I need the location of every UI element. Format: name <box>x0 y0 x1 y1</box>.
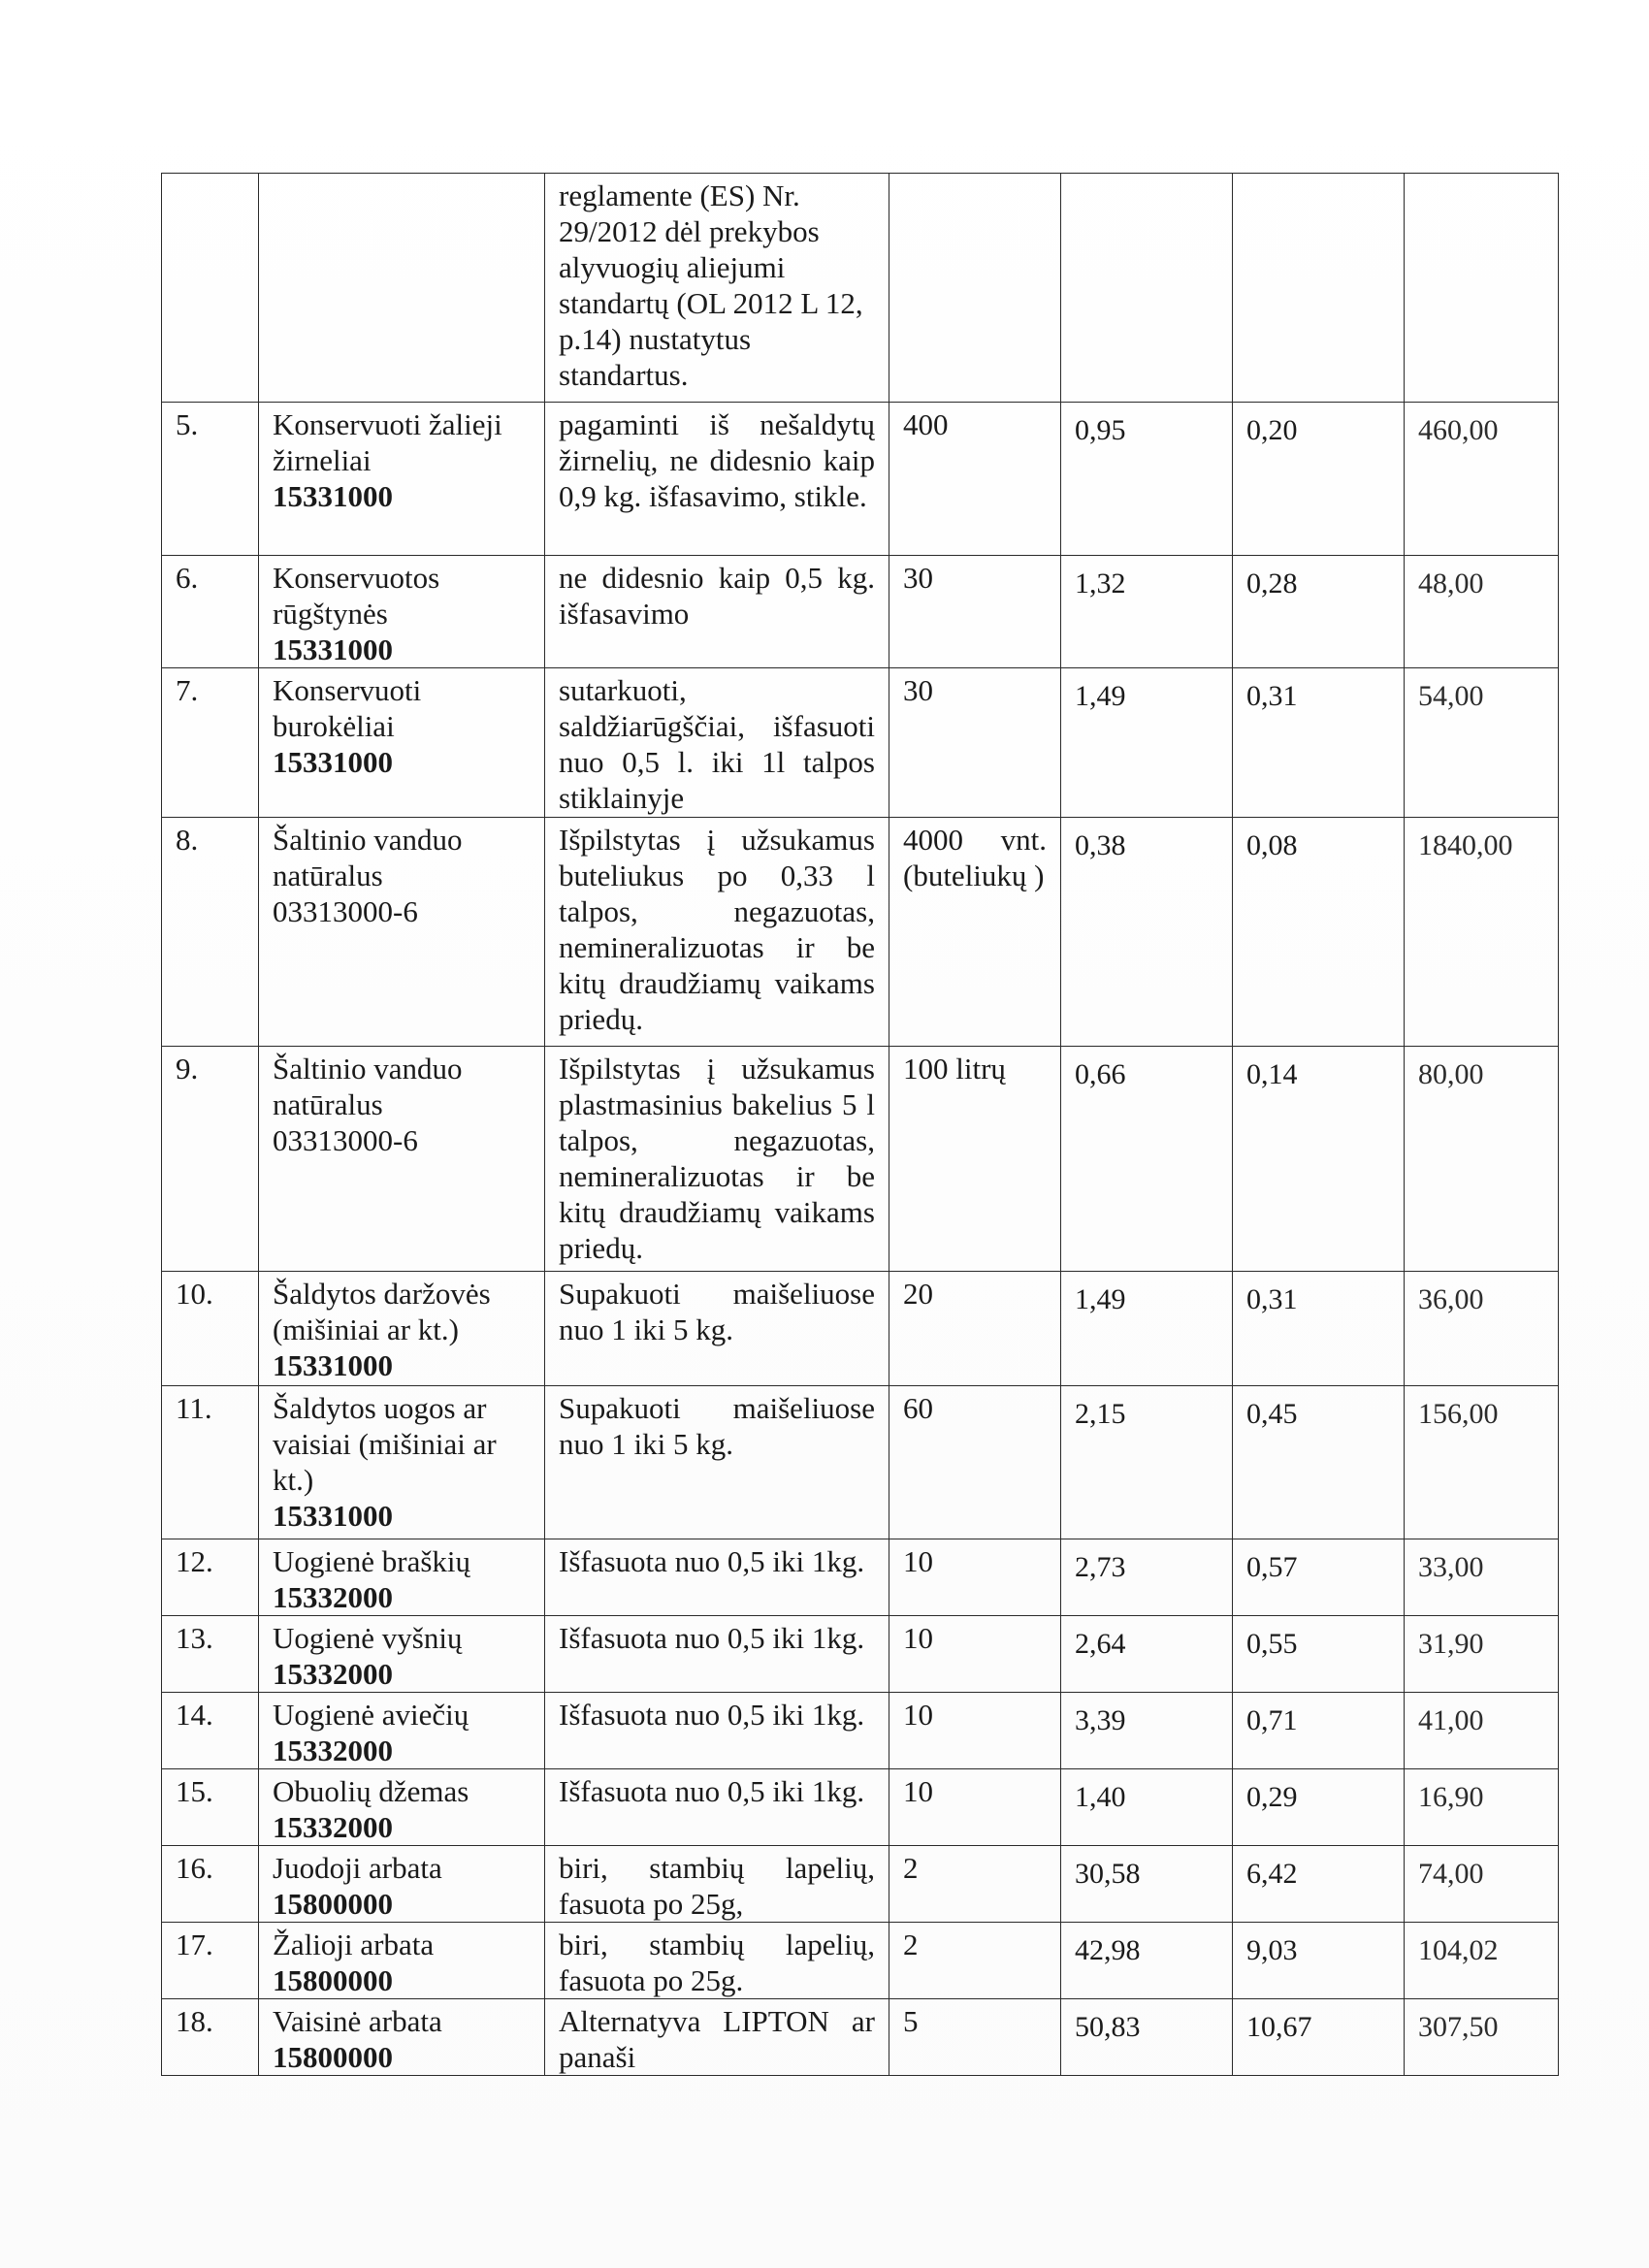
cell-description: reglamente (ES) Nr. 29/2012 dėl prekybos alyvuogių aliejumi standartų (OL 2012 L 12, p.14) nustatytus standartus. <box>545 174 889 403</box>
cell-description: Išfasuota nuo 0,5 iki 1kg. <box>545 1693 889 1769</box>
cell-name <box>259 403 545 556</box>
table-row <box>162 1846 1559 1923</box>
cell-vat: 10,67 <box>1233 1999 1405 2076</box>
cell-no <box>162 174 259 403</box>
cell-total: 54,00 <box>1405 668 1559 818</box>
cell-name <box>259 668 545 818</box>
cell-total: 156,00 <box>1405 1386 1559 1539</box>
item-code: 15332000 <box>273 1657 393 1691</box>
table-row <box>162 1999 1559 2076</box>
cell-name <box>259 1923 545 1999</box>
item-name: Konservuotos rūgštynės <box>273 561 440 631</box>
cell-description: Išpilstytas į užsukamus buteliukus po 0,33 l talpos, negazuotas, nemineralizuotas ir be kitų draudžiamų vaikams priedų. <box>545 818 889 1047</box>
cell-name <box>259 1272 545 1386</box>
cell-price <box>1061 174 1233 403</box>
table-row <box>162 1047 1559 1272</box>
cell-name <box>259 1999 545 2076</box>
cell-price: 1,40 <box>1061 1769 1233 1846</box>
item-code: 15800000 <box>273 2040 393 2074</box>
cell-description: Išfasuota nuo 0,5 iki 1kg. <box>545 1616 889 1693</box>
table-row <box>162 556 1559 668</box>
table-row <box>162 1539 1559 1616</box>
table-row <box>162 1923 1559 1999</box>
cell-price: 2,15 <box>1061 1386 1233 1539</box>
item-code: 15800000 <box>273 1887 393 1921</box>
item-name: Šaldytos uogos ar vaisiai (mišiniai ar kt.) <box>273 1391 497 1497</box>
cell-description: Išfasuota nuo 0,5 iki 1kg. <box>545 1769 889 1846</box>
cell-qty: 20 <box>889 1272 1061 1386</box>
item-name: Juodoji arbata <box>273 1851 442 1885</box>
cell-total: 48,00 <box>1405 556 1559 668</box>
cell-qty: 2 <box>889 1846 1061 1923</box>
cell-name <box>259 818 545 1047</box>
cell-vat: 0,57 <box>1233 1539 1405 1616</box>
item-code: 15331000 <box>273 632 393 666</box>
cell-total <box>1405 174 1559 403</box>
cell-total: 31,90 <box>1405 1616 1559 1693</box>
item-name: Uogienė vyšnių <box>273 1621 463 1655</box>
cell-price: 50,83 <box>1061 1999 1233 2076</box>
cell-no: 13. <box>162 1616 259 1693</box>
cell-total: 1840,00 <box>1405 818 1559 1047</box>
cell-price: 0,95 <box>1061 403 1233 556</box>
table-row-continuation <box>162 174 1559 403</box>
cell-name <box>259 1386 545 1539</box>
cell-total: 33,00 <box>1405 1539 1559 1616</box>
cell-vat: 0,20 <box>1233 403 1405 556</box>
cell-total: 460,00 <box>1405 403 1559 556</box>
cell-total: 74,00 <box>1405 1846 1559 1923</box>
cell-vat: 0,45 <box>1233 1386 1405 1539</box>
cell-description: Išfasuota nuo 0,5 iki 1kg. <box>545 1539 889 1616</box>
cell-vat <box>1233 174 1405 403</box>
item-name: Uogienė braškių <box>273 1544 471 1578</box>
table-row <box>162 1616 1559 1693</box>
cell-no: 9. <box>162 1047 259 1272</box>
cell-price: 1,32 <box>1061 556 1233 668</box>
cell-qty: 2 <box>889 1923 1061 1999</box>
cell-no: 5. <box>162 403 259 556</box>
item-name: Obuolių džemas <box>273 1774 469 1808</box>
cell-vat: 0,31 <box>1233 1272 1405 1386</box>
cell-qty: 10 <box>889 1769 1061 1846</box>
cell-qty: 30 <box>889 556 1061 668</box>
cell-qty <box>889 174 1061 403</box>
cell-total: 16,90 <box>1405 1769 1559 1846</box>
item-code: 03313000-6 <box>273 1123 418 1157</box>
cell-vat: 6,42 <box>1233 1846 1405 1923</box>
item-code: 15331000 <box>273 479 393 513</box>
cell-description: Supakuoti maišeliuose nuo 1 iki 5 kg. <box>545 1386 889 1539</box>
item-code: 15800000 <box>273 1963 393 1997</box>
cell-description: biri, stambių lapelių, fasuota po 25g. <box>545 1923 889 1999</box>
cell-qty: 5 <box>889 1999 1061 2076</box>
item-name: Konservuoti žalieji žirneliai <box>273 407 502 477</box>
cell-description: Supakuoti maišeliuose nuo 1 iki 5 kg. <box>545 1272 889 1386</box>
table-row <box>162 1272 1559 1386</box>
cell-description: sutarkuoti, saldžiarūgščiai, išfasuoti nuo 0,5 l. iki 1l talpos stiklainyje <box>545 668 889 818</box>
cell-price: 42,98 <box>1061 1923 1233 1999</box>
table-row <box>162 1386 1559 1539</box>
cell-name <box>259 1693 545 1769</box>
cell-price: 1,49 <box>1061 1272 1233 1386</box>
cell-description: biri, stambių lapelių, fasuota po 25g, <box>545 1846 889 1923</box>
cell-name <box>259 556 545 668</box>
cell-qty: 30 <box>889 668 1061 818</box>
cell-total: 104,02 <box>1405 1923 1559 1999</box>
cell-total: 80,00 <box>1405 1047 1559 1272</box>
cell-no: 15. <box>162 1769 259 1846</box>
cell-qty: 100 litrų <box>889 1047 1061 1272</box>
cell-name <box>259 1047 545 1272</box>
cell-vat: 0,14 <box>1233 1047 1405 1272</box>
cell-price: 0,38 <box>1061 818 1233 1047</box>
table-row <box>162 403 1559 556</box>
item-code: 03313000-6 <box>273 894 418 928</box>
cell-total: 307,50 <box>1405 1999 1559 2076</box>
procurement-table <box>161 173 1559 2076</box>
cell-no: 10. <box>162 1272 259 1386</box>
table-row <box>162 1769 1559 1846</box>
cell-vat: 0,08 <box>1233 818 1405 1047</box>
item-name: Konservuoti burokėliai <box>273 673 422 743</box>
item-name: Uogienė aviečių <box>273 1698 469 1732</box>
cell-price: 0,66 <box>1061 1047 1233 1272</box>
item-name: Šaltinio vanduo natūralus <box>273 1052 463 1121</box>
item-name: Šaltinio vanduo natūralus <box>273 823 463 892</box>
cell-description: ne didesnio kaip 0,5 kg. išfasavimo <box>545 556 889 668</box>
cell-qty: 400 <box>889 403 1061 556</box>
cell-no: 7. <box>162 668 259 818</box>
cell-description: Alternatyva LIPTON ar panaši <box>545 1999 889 2076</box>
table-row <box>162 1693 1559 1769</box>
cell-name <box>259 174 545 403</box>
cell-no: 12. <box>162 1539 259 1616</box>
cell-vat: 0,28 <box>1233 556 1405 668</box>
cell-total: 36,00 <box>1405 1272 1559 1386</box>
item-code: 15332000 <box>273 1580 393 1614</box>
cell-no: 6. <box>162 556 259 668</box>
cell-name <box>259 1539 545 1616</box>
cell-price: 2,73 <box>1061 1539 1233 1616</box>
cell-price: 30,58 <box>1061 1846 1233 1923</box>
cell-name <box>259 1616 545 1693</box>
cell-qty: 60 <box>889 1386 1061 1539</box>
cell-vat: 0,29 <box>1233 1769 1405 1846</box>
cell-price: 2,64 <box>1061 1616 1233 1693</box>
cell-description: Išpilstytas į užsukamus plastmasinius bakelius 5 l talpos, negazuotas, nemineralizuotas ir be kitų draudžiamų vaikams priedų. <box>545 1047 889 1272</box>
cell-total: 41,00 <box>1405 1693 1559 1769</box>
table-row <box>162 668 1559 818</box>
item-code: 15331000 <box>273 745 393 779</box>
cell-qty: 4000 vnt. (buteliukų ) <box>889 818 1061 1047</box>
table-row <box>162 818 1559 1047</box>
cell-vat: 0,31 <box>1233 668 1405 818</box>
item-name: Vaisinė arbata <box>273 2004 442 2038</box>
cell-no: 18. <box>162 1999 259 2076</box>
item-name: Šaldytos daržovės (mišiniai ar kt.) <box>273 1277 491 1346</box>
cell-no: 11. <box>162 1386 259 1539</box>
item-code: 15332000 <box>273 1733 393 1767</box>
cell-qty: 10 <box>889 1539 1061 1616</box>
cell-vat: 0,71 <box>1233 1693 1405 1769</box>
cell-vat: 9,03 <box>1233 1923 1405 1999</box>
item-name: Žalioji arbata <box>273 1928 435 1961</box>
cell-qty: 10 <box>889 1693 1061 1769</box>
cell-price: 3,39 <box>1061 1693 1233 1769</box>
item-code: 15331000 <box>273 1499 393 1533</box>
item-code: 15332000 <box>273 1810 393 1844</box>
cell-no: 8. <box>162 818 259 1047</box>
cell-price: 1,49 <box>1061 668 1233 818</box>
cell-vat: 0,55 <box>1233 1616 1405 1693</box>
cell-no: 16. <box>162 1846 259 1923</box>
cell-no: 14. <box>162 1693 259 1769</box>
cell-description: pagaminti iš nešaldytų žirnelių, ne didesnio kaip 0,9 kg. išfasavimo, stikle. <box>545 403 889 556</box>
cell-no: 17. <box>162 1923 259 1999</box>
cell-name <box>259 1846 545 1923</box>
item-code: 15331000 <box>273 1348 393 1382</box>
cell-name <box>259 1769 545 1846</box>
cell-qty: 10 <box>889 1616 1061 1693</box>
